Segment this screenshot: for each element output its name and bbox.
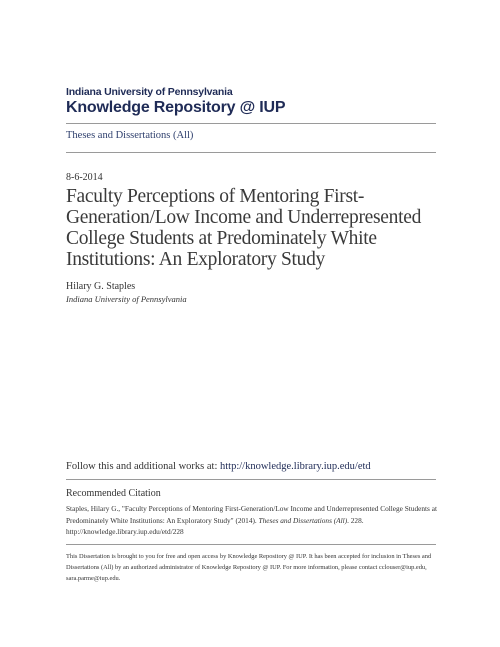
contact-email-2[interactable]: sara.parme@iup.edu [66, 575, 119, 582]
institution-name: Indiana University of Pennsylvania [66, 86, 233, 98]
citation-series: Theses and Dissertations (All) [258, 515, 348, 525]
repository-header [66, 86, 436, 117]
divider [66, 152, 436, 153]
citation-body: Staples, Hilary G., "Faculty Perceptions of Mentoring First-Generation/Low Income and Underrepresented College Students at Predominately White Institutions: An Exploratory Study" (2014). [66, 504, 437, 525]
document-title: Faculty Perceptions of Mentoring First-Generation/Low Income and Underrepresented College Students at Predominately White Institutions: An Exploratory Study [66, 186, 422, 270]
divider [66, 123, 436, 124]
follow-line [66, 461, 371, 472]
citation-url-link[interactable]: http://knowledge.library.iup.edu/etd/228 [66, 527, 184, 536]
divider [66, 544, 436, 545]
citation-text [66, 503, 438, 538]
notice-end: . [118, 575, 121, 582]
author-name: Hilary G. Staples [66, 281, 136, 292]
collection-url-link[interactable]: http://knowledge.library.iup.edu/etd [220, 461, 371, 472]
notice-text: This Dissertation is brought to you for free and open access by Knowledge Repository @ IUP. It has been accepted for inclusion in Theses and Dissertations (All) by an authorized administrator of Knowledge Repository @ IUP. For more information, please contact [66, 553, 432, 571]
notice-separator: , [425, 564, 427, 571]
contact-email-1[interactable]: cclouser@iup.edu [378, 564, 426, 571]
collection-link[interactable]: Theses and Dissertations (All) [66, 130, 194, 141]
author-affiliation: Indiana University of Pennsylvania [66, 294, 187, 304]
publication-date: 8-6-2014 [66, 172, 103, 183]
citation-number: . 228. [347, 515, 364, 525]
divider [66, 479, 436, 480]
access-notice [66, 551, 438, 584]
repository-name[interactable]: Knowledge Repository @ IUP [66, 99, 286, 116]
follow-text: Follow this and additional works at: [66, 461, 220, 472]
recommended-citation-heading: Recommended Citation [66, 488, 161, 499]
